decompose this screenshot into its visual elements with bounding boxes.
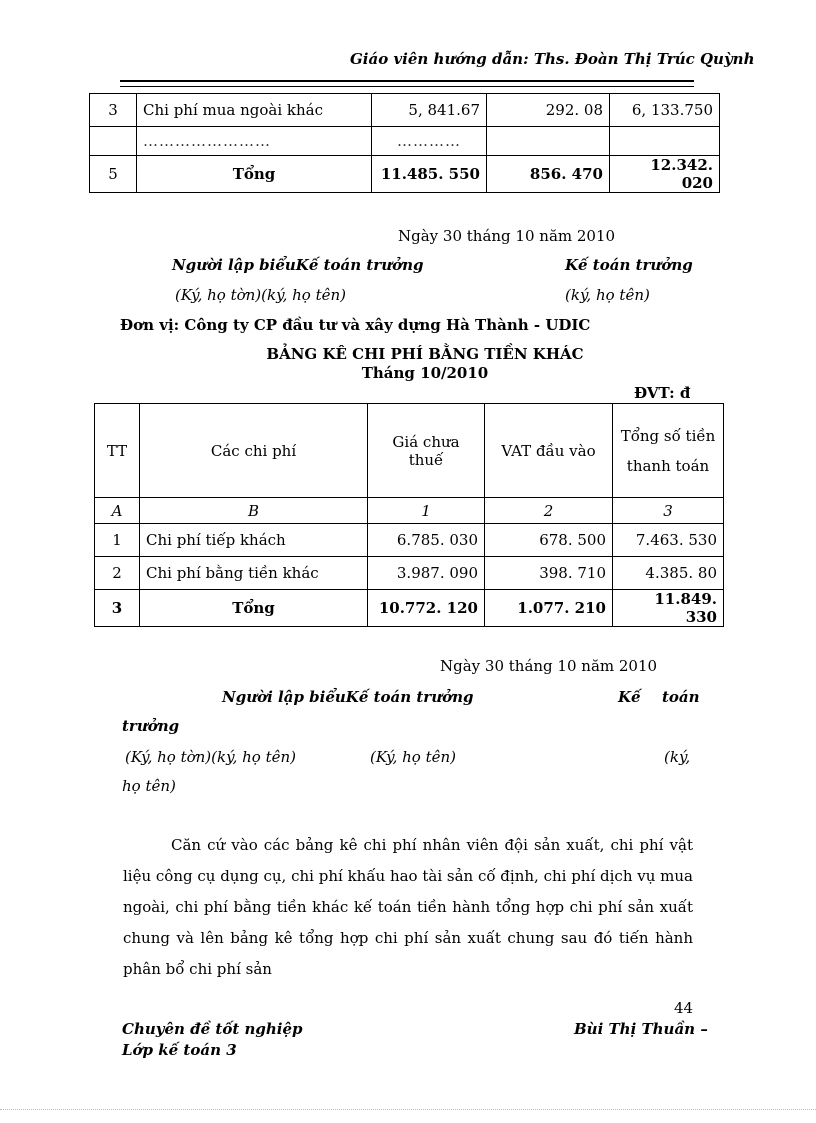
cell-vat: 292. 08 [487,94,610,127]
cell-price: 10.772. 120 [368,590,485,627]
footer-author: Bùi Thị Thuần – [574,1020,708,1038]
chief-note-part2: họ tên) [122,777,176,795]
table-row-total [95,590,724,627]
cell-tt: 5 [90,156,137,193]
cell-tt: 3 [95,590,140,627]
table-code-row [95,498,724,524]
header-price: Giá chưa thuế [368,404,485,498]
code-name: B [140,498,368,524]
code-total: 3 [613,498,724,524]
cell-tt: 2 [95,557,140,590]
sign-date: Ngày 30 tháng 10 năm 2010 [398,227,616,245]
header-vat: VAT đầu vào [485,404,613,498]
chief-accountant-title-part1: Kế [618,688,641,706]
table-row [90,127,720,156]
page-number: 44 [674,999,694,1017]
header-name: Các chi phí [140,404,368,498]
cell-total: 6, 133.750 [610,94,720,127]
table-header-row [95,404,724,498]
cell-total: 11.849. 330 [613,590,724,627]
company-unit: Đơn vị: Công ty CP đầu tư và xây dựng Hà Thành - UDIC [120,316,591,334]
other-cash-expense-table [94,403,724,627]
header-rule-thin [120,86,694,87]
cell-vat: 398. 710 [485,557,613,590]
header-tt: TT [95,404,140,498]
body-paragraph: Căn cứ vào các bảng kê chi phí nhân viên đội sản xuất, chi phí vật liệu công cụ dụng cụ, chi phí khấu hao tài sản cố định, chi phí dịch vụ mua ngoài, chi phí bằng tiền khác kế toán tiền hành tổng hợp chi phí sản xuất chung và lên bảng kê tổng hợp chi phí sản xuất chung sau đó tiến hành phân bổ chi phí sản [123,836,693,978]
header-total-line2: thanh toán [626,456,710,475]
footer-class: Lớp kế toán 3 [122,1041,237,1059]
cell-total [610,127,720,156]
cell-name: Chi phí tiếp khách [140,524,368,557]
cell-name: …………………… [137,127,372,156]
cell-name: Chi phí mua ngoài khác [137,94,372,127]
chief-accountant-title-part2: toán [662,688,700,706]
chief-note-part1: (ký, [664,748,691,766]
currency-unit: ĐVT: đ [634,384,691,402]
preparer-title: Người lập biểuKế toán trưởng [172,256,424,274]
table-row-total [90,156,720,193]
code-vat: 2 [485,498,613,524]
cell-price: 3.987. 090 [368,557,485,590]
header-total [613,404,724,498]
cell-price: ………… [372,127,487,156]
header-rule-thick [120,80,694,82]
expense-table-continued [89,93,720,193]
advisor-header: Giáo viên hướng dẫn: Ths. Đoàn Thị Trúc Quỳnh [350,50,755,68]
cell-tt: 1 [95,524,140,557]
cell-total: 4.385. 80 [613,557,724,590]
preparer-note: (Ký, họ tờn)(ký, họ tên) [175,286,346,304]
preparer-note-2: (Ký, họ tờn)(ký, họ tên) [125,748,296,766]
cell-tt [90,127,137,156]
cell-total: 7.463. 530 [613,524,724,557]
chief-accountant-note: (ký, họ tên) [565,286,650,304]
cell-name: Tổng [140,590,368,627]
cell-total: 12.342. 020 [610,156,720,193]
header-total-line1: Tổng số tiền [620,426,716,445]
preparer-title-2: Người lập biểuKế toán trưởng [222,688,474,706]
signer-note-2: (Ký, họ tên) [370,748,456,766]
sign-date-2: Ngày 30 tháng 10 năm 2010 [440,657,658,675]
code-tt: A [95,498,140,524]
cell-vat: 856. 470 [487,156,610,193]
cell-price: 6.785. 030 [368,524,485,557]
table-row [90,94,720,127]
cell-vat [487,127,610,156]
cell-price: 5, 841.67 [372,94,487,127]
cell-name: Tổng [137,156,372,193]
cell-vat: 678. 500 [485,524,613,557]
cell-vat: 1.077. 210 [485,590,613,627]
table-title: BẢNG KÊ CHI PHÍ BẰNG TIỀN KHÁC [266,345,584,363]
chief-accountant-title-part3: trưởng [122,717,180,735]
chief-accountant-title: Kế toán trưởng [565,256,693,274]
page-bottom-rule [0,1109,816,1110]
table-month: Tháng 10/2010 [361,364,489,382]
footer-thesis: Chuyên đề tốt nghiệp [122,1020,303,1038]
cell-price: 11.485. 550 [372,156,487,193]
cell-tt: 3 [90,94,137,127]
cell-name: Chi phí bằng tiền khác [140,557,368,590]
table-row [95,557,724,590]
code-price: 1 [368,498,485,524]
table-row [95,524,724,557]
